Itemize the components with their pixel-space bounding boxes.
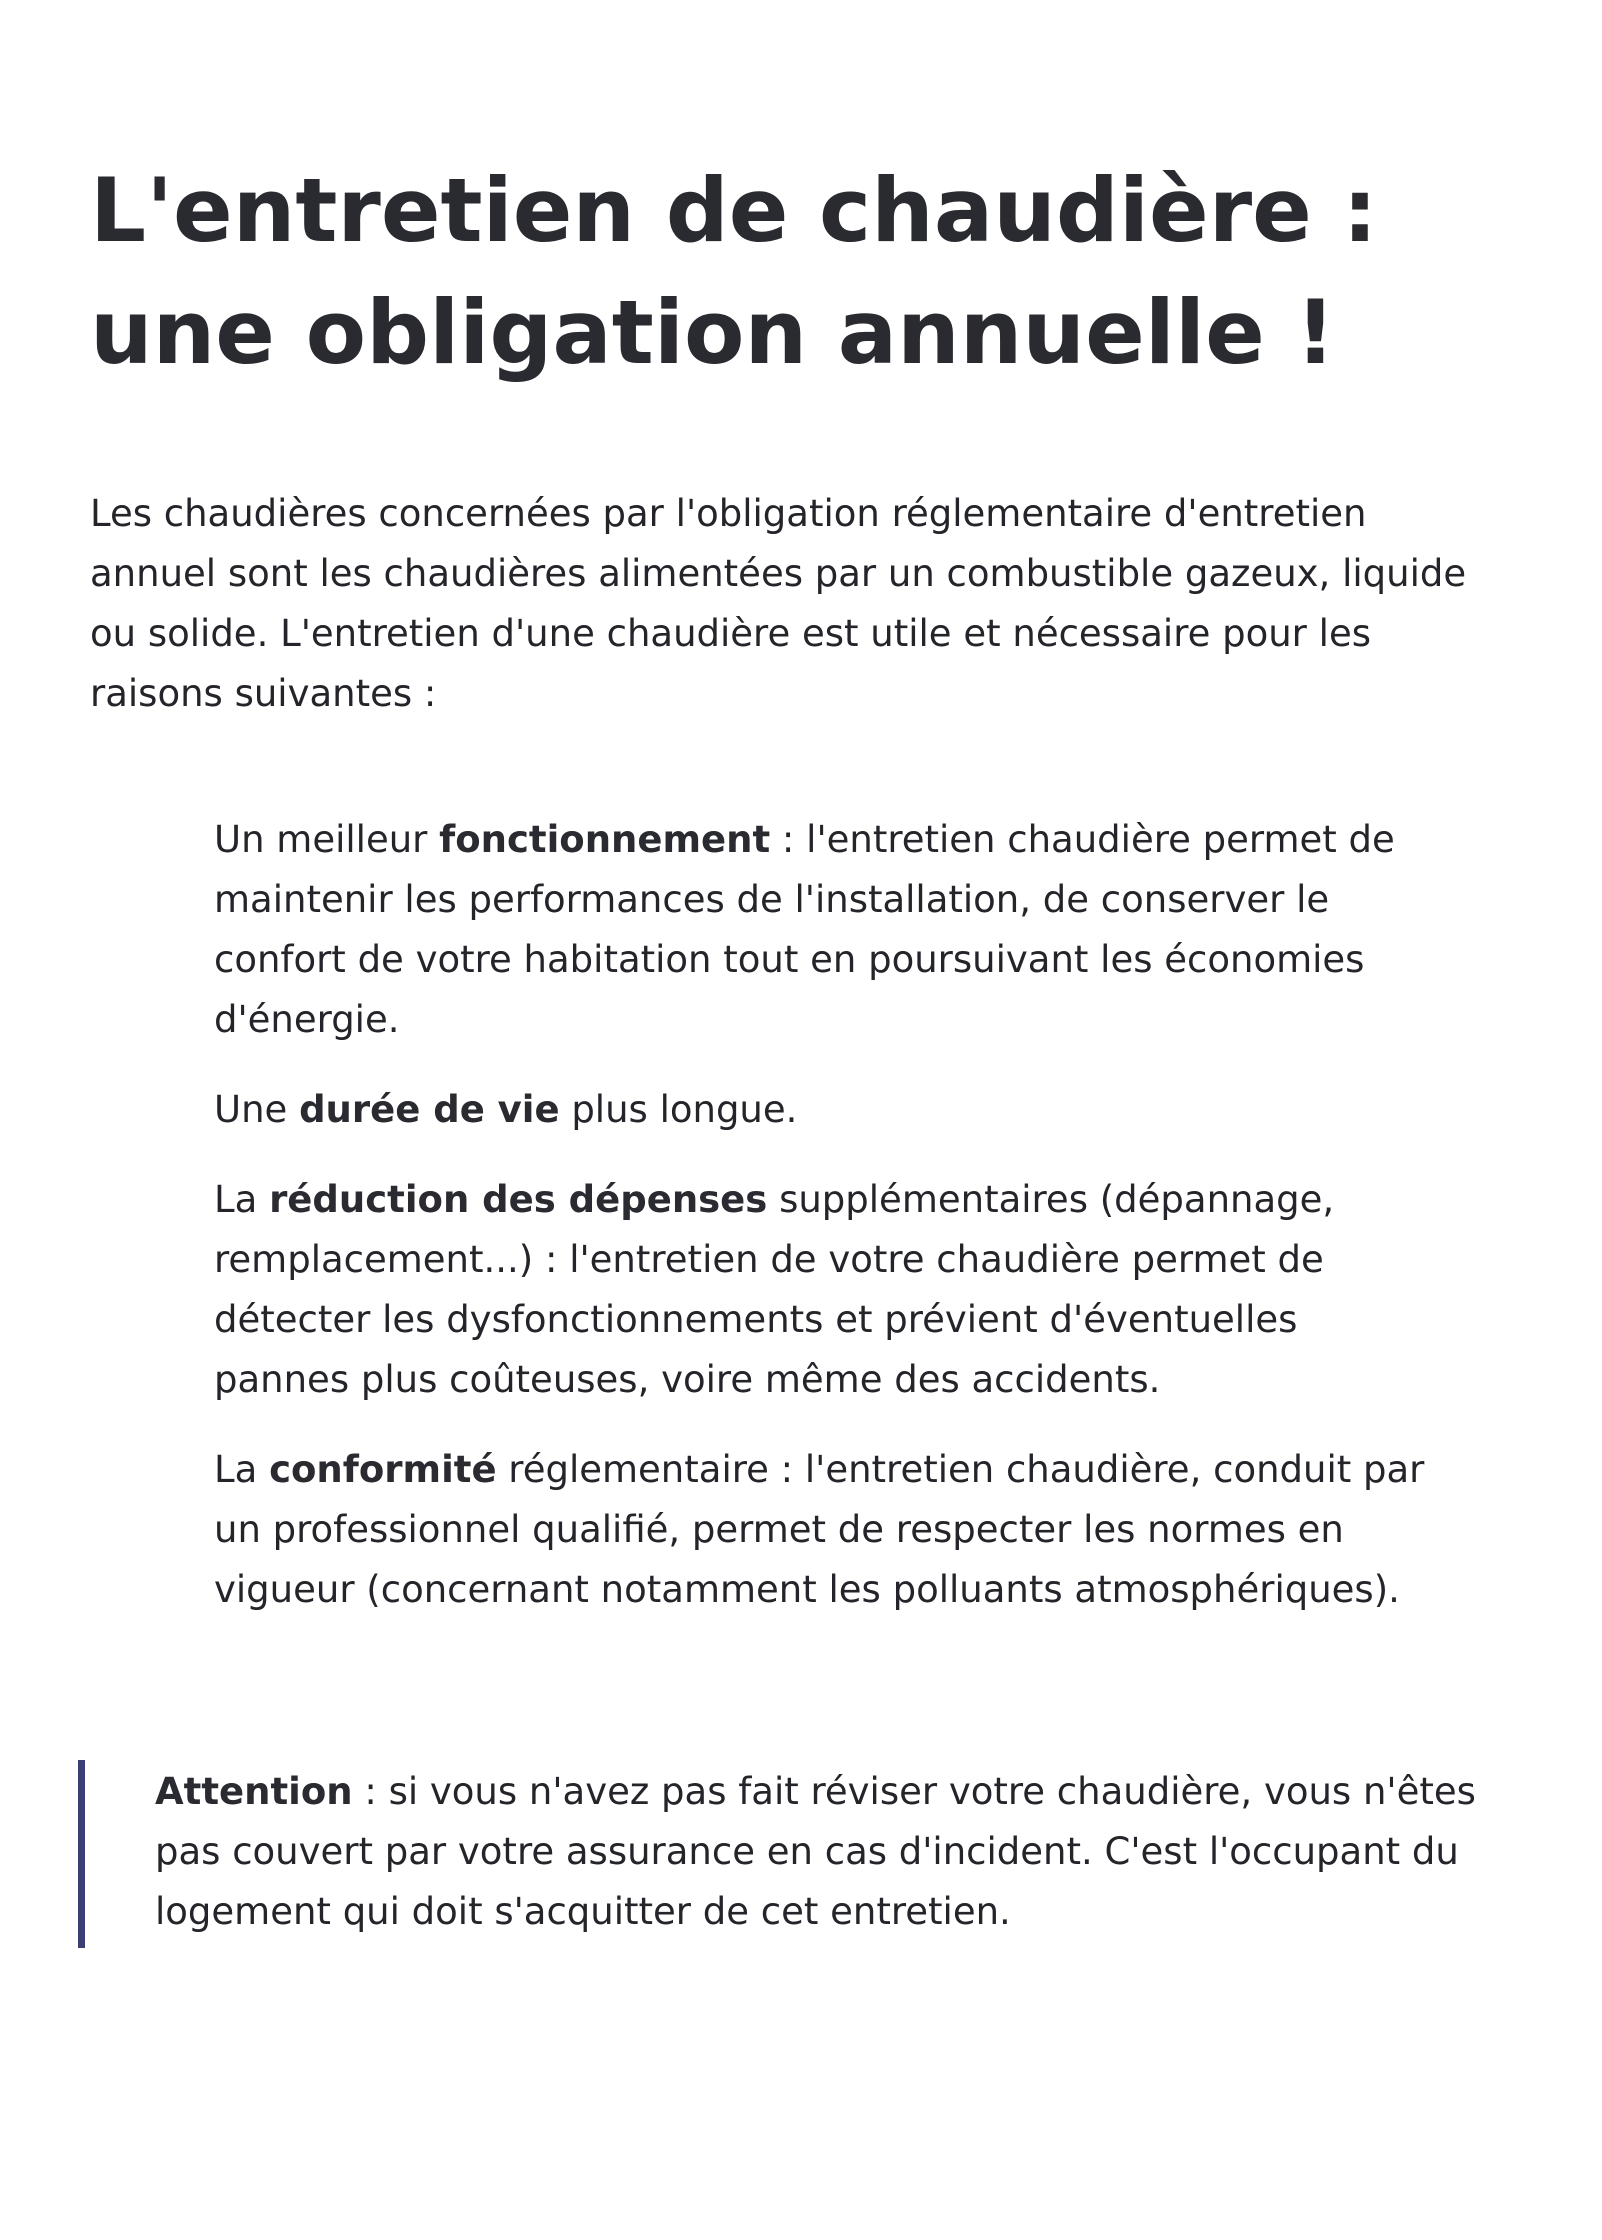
- reason-text: supplémentaires (dépannage, remplacement...) : l'entretien de votre chaudière permet de détecter les dysfonctionnements et prévient d'éventuelles pannes plus coûteuses, voire même des accidents.: [214, 1178, 1335, 1401]
- reason-item-compliance: [214, 1440, 1444, 1620]
- reason-text: plus longue.: [559, 1088, 798, 1131]
- warning-note: [78, 1760, 1485, 1948]
- reason-text: réglementaire : l'entretien chaudière, conduit par un professionnel qualifié, permet de respecter les normes en vigueur (concernant notamment les polluants atmosphériques).: [214, 1448, 1425, 1611]
- reason-keyword: fonctionnement: [439, 818, 771, 861]
- reason-text: : l'entretien chaudière permet de maintenir les performances de l'installation, de conserver le confort de votre habitation tout en poursuivant les économies d'énergie.: [214, 818, 1395, 1041]
- reason-keyword: conformité: [269, 1448, 497, 1491]
- page-title: [90, 150, 1490, 394]
- warning-label: Attention: [155, 1770, 353, 1813]
- reason-keyword: réduction des dépenses: [269, 1178, 768, 1221]
- page-title-line-2: une obligation annuelle !: [90, 281, 1336, 384]
- reason-prefix: Un meilleur: [214, 818, 440, 861]
- reasons-list: [214, 810, 1444, 1650]
- intro-paragraph: Les chaudières concernées par l'obligation réglementaire d'entretien annuel sont les chaudières alimentées par un combustible gazeux, liquide ou solide. L'entretien d'une chaudière est utile et nécessaire pour les raisons suivantes :: [90, 492, 1467, 715]
- reason-prefix: La: [214, 1448, 270, 1491]
- reason-prefix: Une: [214, 1088, 300, 1131]
- warning-text: : si vous n'avez pas fait réviser votre chaudière, vous n'êtes pas couvert par votre assurance en cas d'incident. C'est l'occupant du logement qui doit s'acquitter de cet entretien.: [155, 1770, 1476, 1933]
- reason-item-costs: [214, 1170, 1444, 1410]
- reason-item-lifespan: [214, 1080, 1444, 1140]
- reason-item-functioning: [214, 810, 1444, 1050]
- page-title-line-1: L'entretien de chaudière :: [90, 159, 1378, 262]
- reason-prefix: La: [214, 1178, 270, 1221]
- reason-keyword: durée de vie: [299, 1088, 560, 1131]
